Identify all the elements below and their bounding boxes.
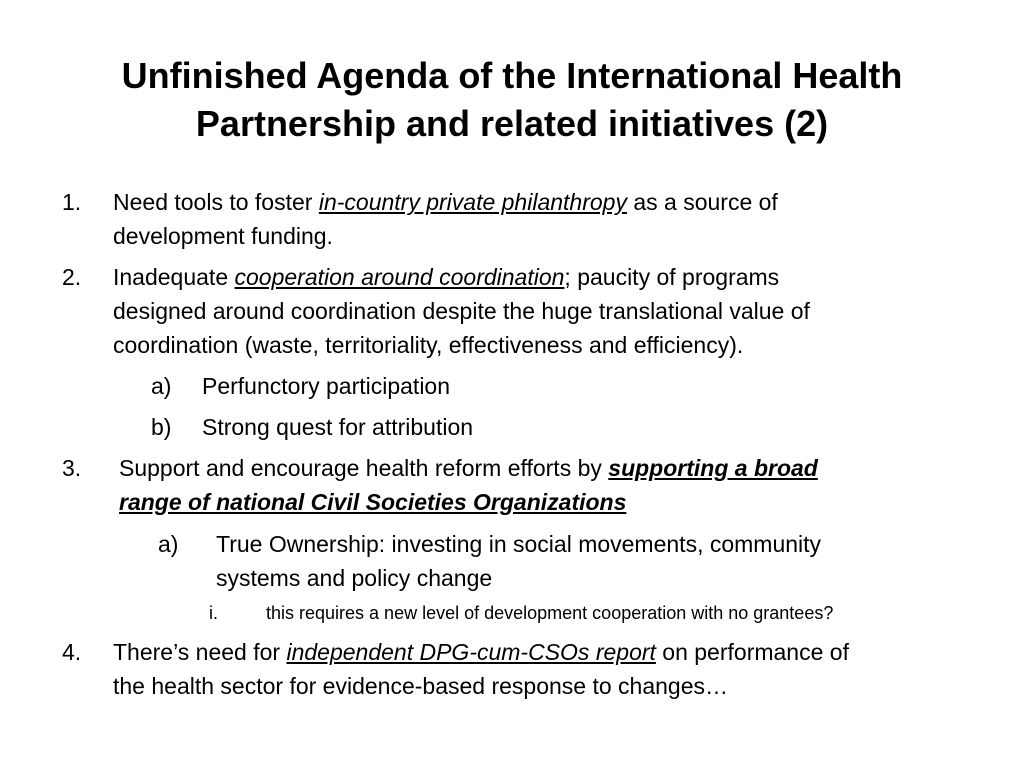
item-2-line-3: coordination (waste, territoriality, effectiveness and efficiency). [113, 332, 744, 358]
item-1-line-2: development funding. [113, 223, 333, 249]
subsubitem-i-text: this requires a new level of development cooperation with no grantees? [266, 603, 834, 623]
item-3-number: 3. [62, 455, 82, 481]
item-2-line-1: Inadequate cooperation around coordination; paucity of programs [113, 264, 780, 290]
item-1-number: 1. [62, 189, 82, 215]
item-2-line-2: designed around coordination despite the huge translational value of [113, 298, 810, 324]
item-2-number: 2. [62, 264, 82, 290]
item-3-line-1: Support and encourage health reform efforts by supporting a broad [119, 455, 818, 481]
subitem-a-marker: a) [151, 373, 172, 399]
title-line-2: Partnership and related initiatives (2) [195, 103, 829, 144]
item-3-emphasis-1: supporting a broad [608, 455, 818, 481]
item-3-line-2 [119, 485, 626, 519]
slide-title [40, 52, 984, 148]
item-4-line-2: the health sector for evidence-based response to changes… [113, 673, 728, 699]
subitem-b-text: Strong quest for attribution [202, 414, 474, 440]
item-1-line-1: Need tools to foster in-country private philanthropy as a source of [113, 189, 778, 215]
item-4-emphasis: independent DPG-cum-CSOs report [286, 639, 656, 665]
subsubitem-i-marker: i. [209, 603, 218, 623]
item-3-emphasis-2: range of national Civil Societies Organizations [119, 489, 627, 515]
subitem-a-text: Perfunctory participation [202, 373, 451, 399]
item-1-emphasis: in-country private philanthropy [318, 189, 627, 215]
item-4-number: 4. [62, 639, 82, 665]
item-2-emphasis: cooperation around coordination [234, 264, 565, 290]
item-4-line-1: There’s need for independent DPG-cum-CSOs report on performance of [113, 639, 849, 665]
item-3-subitem-a-line-2: systems and policy change [216, 565, 493, 591]
title-line-1: Unfinished Agenda of the International Health [121, 55, 903, 96]
subitem-b-marker: b) [151, 414, 172, 440]
item-3-subitem-a-line-1: True Ownership: investing in social movements, community [216, 531, 822, 557]
item-3-subitem-a-marker: a) [158, 531, 179, 557]
